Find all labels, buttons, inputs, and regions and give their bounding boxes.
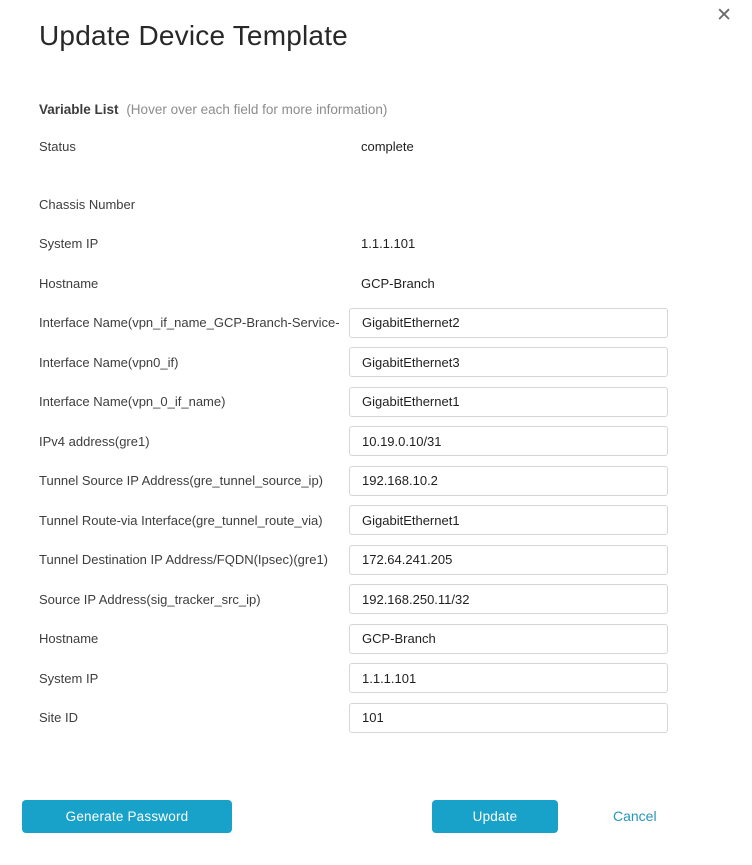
field-label: Hostname — [39, 631, 99, 647]
field-value-area — [349, 276, 668, 291]
generate-password-button[interactable]: Generate Password — [22, 800, 232, 833]
field-row — [39, 185, 668, 225]
field-value-area — [349, 139, 668, 154]
field-input[interactable] — [349, 584, 668, 614]
field-label: System IP — [39, 236, 99, 252]
field-value-area — [349, 545, 668, 575]
field-row — [39, 224, 668, 264]
page-title: Update Device Template — [39, 20, 348, 51]
field-value-area — [349, 236, 668, 251]
field-value-area — [349, 703, 668, 733]
field-value-area — [349, 505, 668, 535]
field-value-area — [349, 584, 668, 614]
field-row — [39, 264, 668, 304]
field-row — [39, 382, 668, 422]
variable-list-header — [39, 102, 387, 117]
field-label: Interface Name(vpn_0_if_name) — [39, 394, 226, 410]
field-input[interactable] — [349, 347, 668, 377]
field-row — [39, 659, 668, 699]
field-label: Tunnel Destination IP Address/FQDN(Ipsec)(gre1) — [39, 552, 329, 568]
field-label: System IP — [39, 670, 99, 686]
variable-list-hint: (Hover over each field for more information) — [126, 102, 388, 117]
field-label: Status — [39, 139, 76, 155]
update-button[interactable]: Update — [432, 800, 558, 833]
field-label: IPv4 address(gre1) — [39, 433, 150, 449]
field-row — [39, 422, 668, 462]
field-value-area — [349, 387, 668, 417]
field-input[interactable] — [349, 387, 668, 417]
field-row — [39, 580, 668, 620]
field-value-area — [349, 466, 668, 496]
field-value-area — [349, 624, 668, 654]
field-row — [39, 303, 668, 343]
field-input[interactable] — [349, 466, 668, 496]
field-row — [39, 619, 668, 659]
field-static-value: GCP-Branch — [361, 275, 435, 291]
field-row — [39, 540, 668, 580]
field-label: Tunnel Source IP Address(gre_tunnel_source_ip) — [39, 473, 324, 489]
field-input[interactable] — [349, 624, 668, 654]
field-label: Source IP Address(sig_tracker_src_ip) — [39, 591, 261, 607]
field-value-area — [349, 426, 668, 456]
field-row — [39, 501, 668, 541]
field-input[interactable] — [349, 545, 668, 575]
field-label: Site ID — [39, 710, 79, 726]
cancel-link[interactable]: Cancel — [613, 808, 657, 824]
field-label: Hostname — [39, 275, 99, 291]
close-icon[interactable]: ✕ — [710, 2, 738, 30]
field-input[interactable] — [349, 703, 668, 733]
field-label: Chassis Number — [39, 196, 136, 212]
field-label: Interface Name(vpn0_if) — [39, 354, 179, 370]
field-label: Tunnel Route-via Interface(gre_tunnel_route_via) — [39, 512, 323, 528]
variable-list-heading: Variable List — [39, 102, 119, 117]
field-input[interactable] — [349, 426, 668, 456]
field-input[interactable] — [349, 308, 668, 338]
field-row — [39, 343, 668, 383]
modal-footer — [0, 800, 752, 833]
field-row — [39, 698, 668, 738]
field-label: Interface Name(vpn_if_name_GCP-Branch-Service- — [39, 315, 340, 331]
field-static-value: 1.1.1.101 — [361, 236, 416, 252]
field-value-area — [349, 347, 668, 377]
field-input[interactable] — [349, 505, 668, 535]
field-value-area — [349, 308, 668, 338]
field-row — [39, 461, 668, 501]
field-static-value: complete — [361, 139, 414, 155]
field-value-area — [349, 663, 668, 693]
variable-list — [39, 127, 668, 738]
field-input[interactable] — [349, 663, 668, 693]
field-row — [39, 127, 668, 167]
